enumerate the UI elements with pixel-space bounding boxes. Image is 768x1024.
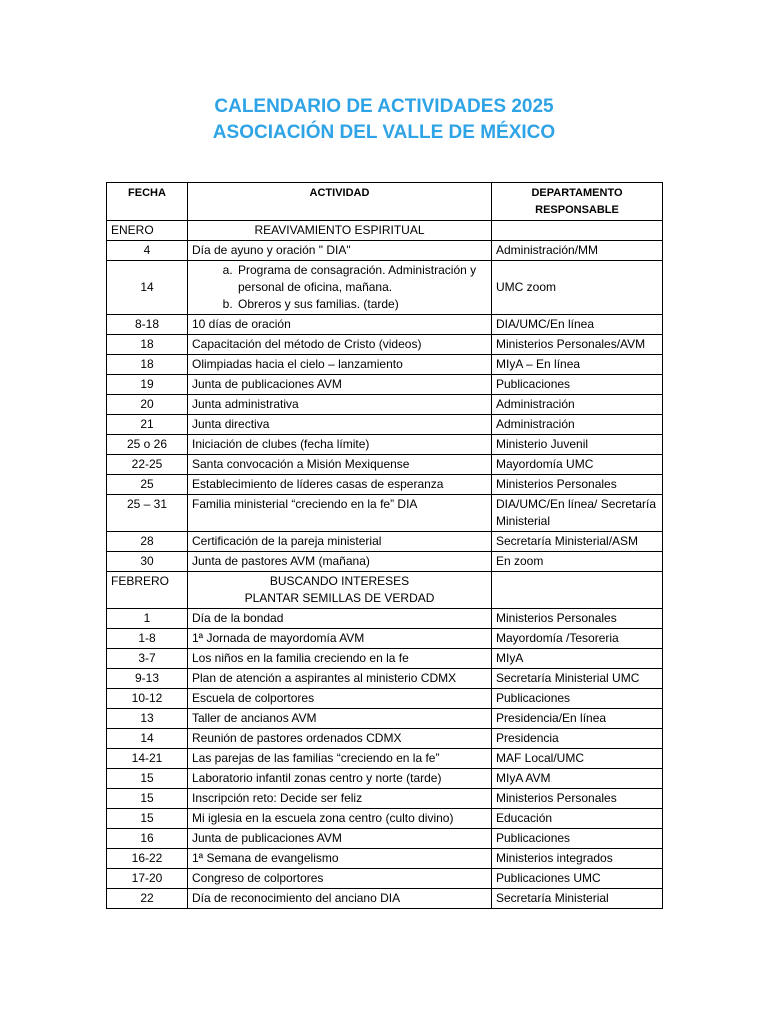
activity-cell: Olimpiadas hacia el cielo – lanzamiento bbox=[188, 355, 492, 375]
date-cell: 25 bbox=[107, 475, 188, 495]
month-theme-line: PLANTAR SEMILLAS DE VERDAD bbox=[244, 591, 435, 605]
department-cell: DIA/UMC/En línea bbox=[492, 315, 663, 335]
table-header-row bbox=[107, 183, 663, 221]
activity-cell: Junta de publicaciones AVM bbox=[188, 375, 492, 395]
date-cell: 28 bbox=[107, 532, 188, 552]
activity-cell: Plan de atención a aspirantes al ministerio CDMX bbox=[188, 669, 492, 689]
table-row bbox=[107, 609, 663, 629]
table-row bbox=[107, 552, 663, 572]
department-cell: Administración bbox=[492, 415, 663, 435]
document-title bbox=[0, 94, 768, 146]
activity-cell: Iniciación de clubes (fecha límite) bbox=[188, 435, 492, 455]
department-cell: Secretaría Ministerial bbox=[492, 889, 663, 909]
title-line-2: ASOCIACIÓN DEL VALLE DE MÉXICO bbox=[212, 122, 556, 143]
table-row bbox=[107, 629, 663, 649]
department-cell: MIyA bbox=[492, 649, 663, 669]
activity-cell: Escuela de colportores bbox=[188, 689, 492, 709]
department-cell: UMC zoom bbox=[492, 261, 663, 315]
table-row bbox=[107, 789, 663, 809]
date-cell: 18 bbox=[107, 355, 188, 375]
month-row-febrero bbox=[107, 572, 663, 609]
date-cell: 19 bbox=[107, 375, 188, 395]
month-label: FEBRERO bbox=[107, 572, 188, 609]
activity-cell bbox=[188, 261, 492, 315]
table-row bbox=[107, 849, 663, 869]
table-row bbox=[107, 749, 663, 769]
date-cell: 16-22 bbox=[107, 849, 188, 869]
table-row bbox=[107, 315, 663, 335]
date-cell: 15 bbox=[107, 769, 188, 789]
department-cell: Ministerios Personales bbox=[492, 475, 663, 495]
activity-cell: Día de la bondad bbox=[188, 609, 492, 629]
table-row bbox=[107, 532, 663, 552]
department-cell: Ministerios Personales/AVM bbox=[492, 335, 663, 355]
date-cell: 17-20 bbox=[107, 869, 188, 889]
date-cell: 20 bbox=[107, 395, 188, 415]
table-row bbox=[107, 241, 663, 261]
activity-cell: Junta de publicaciones AVM bbox=[188, 829, 492, 849]
department-cell: MIyA – En línea bbox=[492, 355, 663, 375]
table-row bbox=[107, 829, 663, 849]
department-cell: Publicaciones bbox=[492, 829, 663, 849]
activity-cell: Familia ministerial “creciendo en la fe” DIA bbox=[188, 495, 492, 532]
date-cell: 30 bbox=[107, 552, 188, 572]
department-cell: Administración/MM bbox=[492, 241, 663, 261]
month-dept-empty bbox=[492, 572, 663, 609]
table-row bbox=[107, 669, 663, 689]
table-row bbox=[107, 261, 663, 315]
department-cell: Ministerio Juvenil bbox=[492, 435, 663, 455]
date-cell: 4 bbox=[107, 241, 188, 261]
table-row bbox=[107, 729, 663, 749]
activity-sublist bbox=[192, 262, 487, 313]
month-dept-empty bbox=[492, 221, 663, 241]
table-row bbox=[107, 809, 663, 829]
date-cell: 22 bbox=[107, 889, 188, 909]
activity-cell: Inscripción reto: Decide ser feliz bbox=[188, 789, 492, 809]
department-cell: Publicaciones bbox=[492, 375, 663, 395]
department-cell: Administración bbox=[492, 395, 663, 415]
date-cell: 3-7 bbox=[107, 649, 188, 669]
table-row bbox=[107, 355, 663, 375]
table-row bbox=[107, 869, 663, 889]
activity-cell: Junta directiva bbox=[188, 415, 492, 435]
department-cell: Mayordomía UMC bbox=[492, 455, 663, 475]
date-cell: 15 bbox=[107, 789, 188, 809]
date-cell: 14 bbox=[107, 729, 188, 749]
activity-cell: Santa convocación a Misión Mexiquense bbox=[188, 455, 492, 475]
activity-cell: Día de reconocimiento del anciano DIA bbox=[188, 889, 492, 909]
activity-cell: Reunión de pastores ordenados CDMX bbox=[188, 729, 492, 749]
table-row bbox=[107, 455, 663, 475]
department-cell: DIA/UMC/En línea/ Secretaría Ministerial bbox=[492, 495, 663, 532]
department-cell: Educación bbox=[492, 809, 663, 829]
department-cell: MIyA AVM bbox=[492, 769, 663, 789]
activity-cell: 1ª Semana de evangelismo bbox=[188, 849, 492, 869]
department-cell: Ministerios integrados bbox=[492, 849, 663, 869]
table-row bbox=[107, 435, 663, 455]
department-cell: MAF Local/UMC bbox=[492, 749, 663, 769]
table-row bbox=[107, 709, 663, 729]
activity-cell: 10 días de oración bbox=[188, 315, 492, 335]
activity-cell: Los niños en la familia creciendo en la fe bbox=[188, 649, 492, 669]
activity-cell: Mi iglesia en la escuela zona centro (culto divino) bbox=[188, 809, 492, 829]
department-cell: Publicaciones UMC bbox=[492, 869, 663, 889]
month-theme bbox=[188, 572, 492, 609]
department-cell: Presidencia/En línea bbox=[492, 709, 663, 729]
table-row bbox=[107, 649, 663, 669]
department-cell: Ministerios Personales bbox=[492, 609, 663, 629]
activity-cell: Establecimiento de líderes casas de esperanza bbox=[188, 475, 492, 495]
date-cell: 16 bbox=[107, 829, 188, 849]
activity-cell: Certificación de la pareja ministerial bbox=[188, 532, 492, 552]
activities-table bbox=[106, 182, 663, 909]
month-label: ENERO bbox=[107, 221, 188, 241]
table-row bbox=[107, 689, 663, 709]
date-cell: 14 bbox=[107, 261, 188, 315]
table-row bbox=[107, 335, 663, 355]
department-cell: Mayordomía /Tesoreria bbox=[492, 629, 663, 649]
activity-cell: Junta de pastores AVM (mañana) bbox=[188, 552, 492, 572]
activity-cell: Las parejas de las familias “creciendo en la fe” bbox=[188, 749, 492, 769]
department-cell: Publicaciones bbox=[492, 689, 663, 709]
table-row bbox=[107, 769, 663, 789]
header-departamento: DEPARTAMENTO RESPONSABLE bbox=[492, 183, 663, 221]
table-body bbox=[107, 221, 663, 909]
department-cell: En zoom bbox=[492, 552, 663, 572]
activity-cell: Junta administrativa bbox=[188, 395, 492, 415]
date-cell: 1 bbox=[107, 609, 188, 629]
activity-cell: Capacitación del método de Cristo (videos) bbox=[188, 335, 492, 355]
table-row bbox=[107, 889, 663, 909]
month-row-enero bbox=[107, 221, 663, 241]
table-row bbox=[107, 475, 663, 495]
month-theme-line: BUSCANDO INTERESES bbox=[269, 574, 410, 588]
date-cell: 13 bbox=[107, 709, 188, 729]
activity-cell: Día de ayuno y oración " DIA" bbox=[188, 241, 492, 261]
table-row bbox=[107, 395, 663, 415]
activity-cell: Laboratorio infantil zonas centro y norte (tarde) bbox=[188, 769, 492, 789]
table-row bbox=[107, 415, 663, 435]
sublist-item: b. Obreros y sus familias. (tarde) bbox=[236, 296, 487, 313]
department-cell: Ministerios Personales bbox=[492, 789, 663, 809]
month-theme: REAVIVAMIENTO ESPIRITUAL bbox=[188, 221, 492, 241]
date-cell: 8-18 bbox=[107, 315, 188, 335]
table-row bbox=[107, 495, 663, 532]
activity-cell: Congreso de colportores bbox=[188, 869, 492, 889]
date-cell: 15 bbox=[107, 809, 188, 829]
department-cell: Secretaría Ministerial UMC bbox=[492, 669, 663, 689]
department-cell: Presidencia bbox=[492, 729, 663, 749]
title-line-1: CALENDARIO DE ACTIVIDADES 2025 bbox=[214, 96, 554, 117]
date-cell: 21 bbox=[107, 415, 188, 435]
header-fecha: FECHA bbox=[107, 183, 188, 221]
date-cell: 18 bbox=[107, 335, 188, 355]
date-cell: 25 o 26 bbox=[107, 435, 188, 455]
date-cell: 10-12 bbox=[107, 689, 188, 709]
activity-cell: 1ª Jornada de mayordomía AVM bbox=[188, 629, 492, 649]
date-cell: 25 – 31 bbox=[107, 495, 188, 532]
date-cell: 22-25 bbox=[107, 455, 188, 475]
department-cell: Secretaría Ministerial/ASM bbox=[492, 532, 663, 552]
header-actividad: ACTIVIDAD bbox=[188, 183, 492, 221]
table-row bbox=[107, 375, 663, 395]
date-cell: 14-21 bbox=[107, 749, 188, 769]
date-cell: 1-8 bbox=[107, 629, 188, 649]
date-cell: 9-13 bbox=[107, 669, 188, 689]
sublist-item: a. Programa de consagración. Administración y personal de oficina, mañana. bbox=[236, 262, 487, 296]
activity-cell: Taller de ancianos AVM bbox=[188, 709, 492, 729]
